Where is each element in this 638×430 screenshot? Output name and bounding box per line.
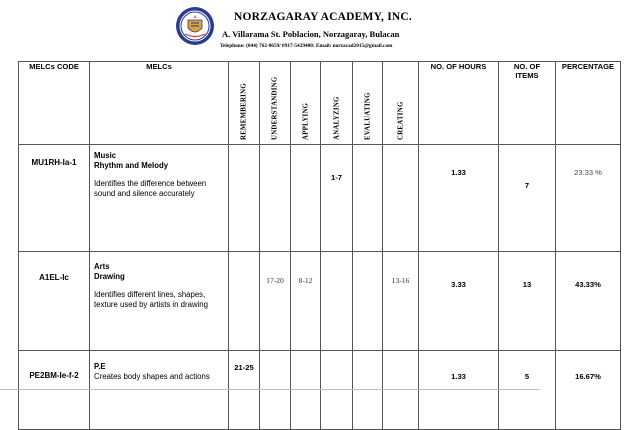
table-header-row [19,62,621,145]
header-understanding-label: UNDERSTANDING [271,76,279,140]
header-percentage: PERCENTAGE [556,62,621,145]
cell-percentage: 43.33% [556,252,621,351]
melc-subject: P.E [94,362,106,371]
cell-items: 7 [499,145,556,252]
melc-code: PE2BM-Ie-f-2 [19,351,90,430]
header-understanding [260,62,291,145]
header-remembering [229,62,260,145]
cell-evaluating [353,351,383,430]
school-contact: Telephone: (044) 762-8659/ 0917-5429400: Email: norzacad2015@gmail.com [220,43,393,49]
header-analyzing [321,62,353,145]
cell-remembering: 21-25 [229,351,260,430]
header-evaluating [353,62,383,145]
header-evaluating-label: EVALUATING [364,92,371,140]
header-analyzing-label: ANALYZING [333,96,340,140]
header-melcs-code: MELCs CODE [19,62,90,145]
header-remembering-label: REMEMBERING [240,83,248,140]
header-creating-label: CREATING [397,101,404,140]
header-creating [383,62,419,145]
table-of-specifications [18,61,621,430]
cell-analyzing: 1-7 [321,145,353,252]
melc-description [90,252,229,351]
cell-applying: 8-12 [291,252,321,351]
cell-creating: 13-16 [383,252,419,351]
header-applying-label: APPLYING [302,102,309,140]
cell-understanding [260,351,291,430]
header-applying [291,62,321,145]
melc-topic: Drawing [94,272,125,281]
cell-hours: 3.33 [419,252,499,351]
cell-items: 13 [499,252,556,351]
cell-analyzing [321,351,353,430]
cell-creating [383,145,419,252]
cell-percentage: 23.33 % [556,145,621,252]
document-header [0,0,638,60]
cell-items: 5 [499,351,556,430]
cell-hours: 1.33 [419,351,499,430]
melc-competency: Identifies different lines, shapes, texture used by artists in drawing [94,290,208,309]
melc-code: MU1RH-Ia-1 [19,145,90,252]
cell-understanding [260,145,291,252]
cell-applying [291,145,321,252]
cell-remembering [229,145,260,252]
melc-topic: Rhythm and Melody [94,161,169,170]
melc-code: A1EL-Ic [19,252,90,351]
melc-competency: Identifies the difference between sound and silence accurately [94,179,207,198]
header-items: NO. OF ITEMS [499,62,556,145]
cell-evaluating [353,252,383,351]
melc-competency: Creates body shapes and actions [94,372,210,381]
cell-analyzing [321,252,353,351]
table-row [19,351,621,430]
header-melcs: MELCs [90,62,229,145]
table-row [19,252,621,351]
melc-description [90,145,229,252]
header-hours: NO. OF HOURS [419,62,499,145]
school-seal-logo [175,6,215,46]
cell-applying [291,351,321,430]
melc-subject: Arts [94,262,110,271]
melc-description [90,351,229,430]
melc-subject: Music [94,151,117,160]
school-name: NORZAGARAY ACADEMY, INC. [234,11,412,23]
cell-hours: 1.33 [419,145,499,252]
cell-creating [383,351,419,430]
cell-remembering [229,252,260,351]
school-address: A. Villarama St. Poblacion, Norzagaray, Bulacan [222,29,400,39]
cell-understanding: 17-20 [260,252,291,351]
cell-percentage: 16.67% [556,351,621,430]
cell-evaluating [353,145,383,252]
table-row [19,145,621,252]
footer-divider [0,389,540,390]
